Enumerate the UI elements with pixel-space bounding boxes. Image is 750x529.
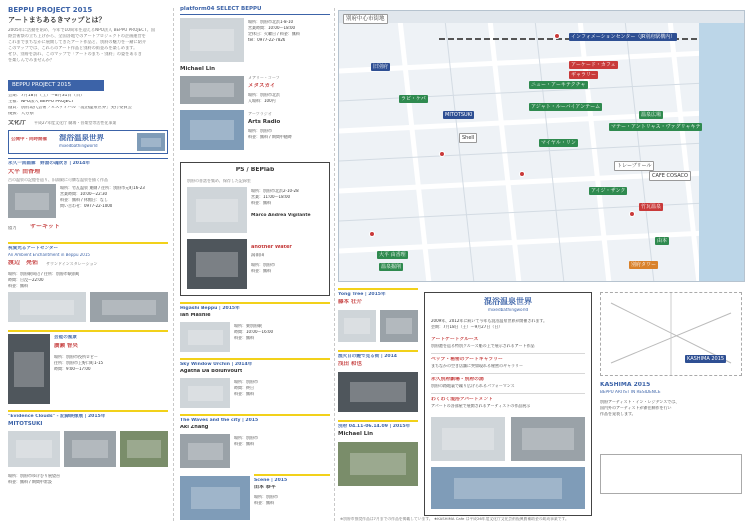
meta-line: 料金：無料 (251, 201, 271, 205)
lower-right-panel (338, 286, 745, 529)
artist-name: Michael Lin (338, 431, 374, 437)
map-marker[interactable]: 温泉掘削 (381, 264, 402, 270)
section-en: An Ambient Enchantment in Beppu 2015 (8, 253, 90, 257)
sponsor-name: サーキット (30, 224, 60, 230)
intro-line: このマップでは、これらのアート作品と別府の街並みを楽しめます。 (8, 46, 138, 50)
meta-line: 入場料：100円 (248, 99, 276, 103)
artwork-photo (64, 431, 116, 467)
kongo-item-desc: まちなかの空き店舗に突如現れる秘密のギャラリー (431, 364, 523, 368)
map-marker[interactable]: マイヤル・リン (541, 140, 576, 146)
info-line: 協賛：別府現代芸術フェスティバル「混浴温泉世界」実行委員会 (8, 106, 132, 110)
kashima-logo: KASHIMA 2015 (687, 356, 725, 362)
divider (431, 373, 585, 374)
kongo-item-desc: アパートの各部屋で展開されるアーティストの作品展示 (431, 404, 531, 408)
meta-line: 住所：別府市上野口町1-15 (54, 361, 104, 365)
artist-name: another Water (251, 245, 292, 250)
meta-line: 場所：別府市北浜1-8-10 (248, 20, 294, 24)
artist-name: 藤本 壮介 (338, 299, 362, 305)
project-subtitle: アートまちあるきマップとは？ (8, 16, 106, 24)
meta-line: 料金：無料 (8, 284, 28, 288)
artwork-photo (187, 187, 247, 233)
meta-line: 定休日：火曜日 / 料金：無料 (248, 32, 300, 36)
meta-line: 時間：9:00〜17:00 (54, 367, 91, 371)
artwork-photo (8, 334, 50, 404)
kongo-item: アートゲートクルーズ (431, 337, 479, 342)
meta-line: 問い合わせ：0977-22-1000 (60, 204, 113, 208)
artist-name: Aki Zhang (180, 425, 209, 430)
map-title: 別府中心市街地 (343, 14, 388, 24)
intro-line: を楽しんでみませんか？ (8, 58, 55, 62)
artwork-photo (8, 431, 60, 467)
city-map[interactable] (338, 10, 745, 282)
artist-name: メタスカイ (248, 83, 276, 89)
section-rule (8, 410, 168, 412)
info-line: 主催：NPO法人 BEPPU PROJECT (8, 100, 74, 104)
map-marker[interactable]: インフォメーションセンター（JR別府駅構内） (571, 34, 676, 40)
location-pin-icon[interactable] (439, 151, 445, 157)
map-marker[interactable]: MITOTSUKI (445, 112, 473, 118)
section-head: "Evidence Clouds" - 記録映像展 | 2015年 (8, 414, 106, 419)
location-pin-icon[interactable] (629, 211, 635, 217)
location-pin-icon[interactable] (369, 231, 375, 237)
map-marker[interactable]: アイジ・ザンク (591, 188, 626, 194)
map-marker[interactable]: アーケード・カフェ (571, 62, 616, 68)
meta-line: 料金：無料 / 期間中随時 (248, 135, 292, 139)
kongo-item-desc: 別府の路地裏で繰り広げられるパフォーマンス (431, 384, 515, 388)
kashima-subtitle: BEPPU ARTIST IN RESIDENCE (600, 390, 661, 394)
section-rule (180, 358, 330, 360)
artwork-photo (120, 431, 168, 467)
artwork-title: アーツラジオ (248, 112, 272, 116)
meta-line: 場所：別府市ゆけむり展望台 (8, 474, 60, 478)
kongo-info-box (424, 292, 592, 516)
section-rule (254, 474, 330, 476)
kongo-item: わくわく混浴アパートメント (431, 397, 493, 402)
project-pill: BEPPU PROJECT 2015 (8, 80, 104, 91)
artwork-photo (180, 434, 230, 468)
location-pin-icon[interactable] (519, 171, 525, 177)
kongo-title: 混浴温泉世界 (59, 134, 104, 142)
meta-line: 時間：終日 (234, 386, 254, 390)
kashima-desc: 作品を発表します。 (600, 412, 636, 416)
location-pin-icon[interactable] (554, 33, 560, 39)
kongo-banner (8, 130, 168, 154)
meta-line: 料金：無料 (234, 336, 254, 340)
artist-name: Agatha Da Bolunvourt (180, 369, 243, 374)
map-marker[interactable]: 温泉広場 (641, 112, 662, 118)
artist-name: Ian Masnie (180, 313, 211, 318)
meta-line: 料金：無料 (234, 442, 254, 446)
bunka-logo: 文化庁 (8, 120, 27, 126)
section-rule (180, 302, 330, 304)
kashima-desc: 国内外のアーティストが滞在制作を行い (600, 406, 672, 410)
meta-line: 場所：別府市 (234, 380, 258, 384)
meta-line: 料金：無料 (251, 269, 271, 273)
meta-line: tel：0977-22-7826 (248, 38, 286, 42)
section-rule (8, 158, 168, 159)
map-marker[interactable]: マテー・アントリャス・ヴァグリャキテ (611, 124, 701, 130)
section-rule (338, 288, 418, 290)
meta-line: 場所：別府市北浜 (248, 93, 280, 97)
meta-line: 場所：別府市 (248, 129, 272, 133)
meta-line: 時間：日没〜22:00 (8, 278, 44, 282)
section-head: Sky Window Urchin | 2014年 (180, 362, 253, 367)
intro-line: これまでまちなかに展開してきたアート作品と、別府の魅力を一緒に紹介 (8, 40, 147, 44)
meta-line: 営業時間：10:00〜22:30 (60, 192, 108, 196)
kashima-title: KASHIMA 2015 (600, 382, 651, 388)
artist-name: Arts Radio (248, 119, 281, 125)
map-marker[interactable]: CAFE COSACO (649, 171, 691, 181)
map-marker[interactable]: 大平 由香理 (379, 252, 406, 258)
artist-name: 浅田 和也 (338, 361, 362, 367)
map-marker[interactable]: ニュー・アーキテクチャ (531, 82, 586, 88)
kongo-item: ベップ・秘密のアートギャラリー (431, 357, 503, 362)
info-line: 会期：7月18日（土）〜8月31日（日） (8, 94, 85, 98)
section-rule (338, 350, 418, 352)
kongo-side-label: 公開中・同時開催 (11, 137, 47, 142)
meta-line: 営業時間：10:00〜18:00 (248, 26, 296, 30)
artist-name: Marco Andrea Vigilante (251, 213, 311, 218)
ps-beplab-box (180, 162, 330, 296)
artwork-photo (511, 417, 585, 461)
kongo-item: 永久別府劇場・別府の湯 (431, 377, 484, 382)
meta-line: 料金：無料 / 休館日：なし (60, 198, 108, 202)
meta-line: 場所：別府駅周辺 / 住所：別府市駅前町 (8, 272, 80, 276)
meta-line: 場所：別府市北浜2-10-28 (251, 189, 299, 193)
artwork-photo (338, 310, 376, 342)
column-left (0, 0, 172, 529)
kongo-desc: 2009年、2012年に続いて今年も混浴温泉世界が開催されます。 (431, 319, 548, 323)
kashima-desc: 別府アーティスト・イン・レジデンスでは、 (600, 400, 680, 404)
kongo-title: 混浴温泉世界 (484, 297, 532, 306)
section-rule (180, 414, 330, 416)
artwork-title: 湯雨田 (251, 253, 265, 258)
artwork-photo (180, 476, 250, 520)
meta-line: 場所：別府市役所ロビー (54, 355, 98, 359)
meta-line: 料金：無料 (234, 392, 254, 396)
section-head: 別府 04.11-06.14.09 | 2015年 (338, 424, 411, 429)
kashima-map[interactable] (600, 292, 742, 376)
artist-name: 田本 恭平 (254, 485, 276, 490)
meta-line: 場所：別府市 (251, 263, 275, 267)
artwork-photo (180, 76, 244, 104)
meta-line: 場所：東別府駅 (234, 324, 262, 328)
bunka-note: 平成27年度文化庁 劇場・音楽堂等活性化事業 (34, 121, 117, 125)
artwork-photo (90, 292, 168, 322)
meta-line: 料金：無料 (254, 501, 274, 505)
meta-line: 料金：無料 / 期間中常設 (8, 480, 52, 484)
intro-line: ぜひ、別府を訪れ、このマップで「アートのまち・別府」の姿をあるき (8, 52, 142, 56)
map-marker[interactable]: ラピ・ケパ (401, 96, 426, 102)
meta-line: 営業：11:00〜18:00 (251, 195, 291, 199)
section-head: Scene | 2015 (254, 478, 288, 483)
kongo-item-desc: 別府港を巡る特別クルーズ船の上で展示されるアート作品 (431, 344, 535, 348)
map-marker[interactable]: 竹瓦温泉 (641, 204, 662, 210)
section-head: Yong Tree | 2015年 (338, 292, 386, 297)
section-rule (338, 420, 418, 422)
map-marker[interactable]: 由本 (657, 238, 668, 244)
map-marker[interactable]: ギャラリー (571, 72, 597, 78)
kashima-note-box (600, 454, 742, 494)
artwork-photo (8, 292, 86, 322)
section-rule (180, 14, 330, 15)
column-middle-lower (176, 300, 332, 529)
artist-name: 渡辺 亮佑 (8, 260, 39, 266)
intro-line: 2005年に活動を始め、今年で10周年を迎えるNPO法人 BEPPU PROJECT。国 (8, 28, 156, 32)
map-marker[interactable]: アジャト・ルーバイアンテーム (531, 104, 601, 110)
section-head: 祝賀光るアートセンター (8, 246, 59, 251)
intro-line: 際芸術祭の立ち上げから、全国各地でのアートプロジェクトの企画運営を (8, 34, 146, 38)
artwork-photo (180, 110, 244, 150)
artist-name: Michael Lin (180, 66, 216, 72)
section-rule (8, 242, 168, 244)
map-marker[interactable]: 別府タワー (631, 262, 657, 268)
project-title: BEPPU PROJECT 2015 (8, 6, 93, 14)
artwork-photo (180, 378, 230, 408)
section-head: Higashi Beppu | 2015年 (180, 306, 240, 311)
artwork-photo (431, 417, 505, 461)
meta-line: 場所：別府市 (234, 436, 258, 440)
section-head: The Waves and the city | 2015 (180, 418, 259, 423)
footer-note: ※別府市推奨作品は7月までの作品を掲載しています。 ★KASHIMA Cafe は平成26年度文化庁文化芸術振興費補助金の助成事業です。 (340, 517, 569, 521)
artwork-title: メアリー・コーフ (248, 76, 280, 80)
artwork-photo (187, 239, 247, 289)
artwork-photo (380, 310, 418, 342)
artist-name: 廣瀬 智央 (54, 343, 78, 349)
section-rule (8, 330, 168, 332)
divider (431, 353, 585, 354)
meta-line: 場所：別府市 (254, 495, 278, 499)
fold-line (173, 8, 174, 521)
artist-desc: 古の温泉の記憶を辿り、旧湯殿に可憐な温泉を描く作品 (8, 178, 108, 182)
artist-name: MITOTSUKI (8, 421, 43, 427)
kongo-subtitle: mixedbathingworld (59, 144, 98, 148)
map-marker[interactable]: トレーブリール (614, 161, 654, 171)
artwork-photo (338, 372, 418, 412)
artist-name: 大平 由香理 (8, 169, 41, 175)
fold-line (334, 8, 335, 521)
meta-line: 時間：10:00〜16:00 (234, 330, 274, 334)
map-marker[interactable]: Shell (459, 133, 477, 143)
artist-subtitle: サウンドインスタレーション (46, 262, 98, 266)
artwork-photo (431, 467, 585, 509)
section-head: 永久一回画廊 野湯の魂吹き | 2014年 (8, 161, 90, 166)
box-desc: 別府の昔話を集め、保存した記録室 (187, 179, 251, 183)
section-head: 漁火日の鯉で見る街 | 2014 (338, 354, 398, 359)
section-head: 芸能の風景 (54, 335, 77, 340)
divider (431, 393, 585, 394)
kongo-image (137, 133, 165, 151)
meta-line: 場所：竹瓦温泉 東側 / 住所：別府市元町16-23 (60, 186, 145, 190)
kongo-desc: 会期：7月18日（土）〜9月27日（日） (431, 325, 503, 329)
section-head: platform04 SELECT BEPPU (180, 6, 262, 12)
kongo-subtitle: mixedbathingworld (487, 308, 529, 312)
info-line: 後援：大分県 (8, 112, 34, 116)
section-head: PS / BEPlab (235, 167, 275, 173)
map-marker[interactable]: 旧別府 (373, 64, 389, 70)
artwork-photo (180, 18, 244, 62)
artwork-photo (8, 184, 56, 218)
artwork-photo (338, 442, 418, 486)
sponsor-label: 協力 (8, 226, 17, 230)
artwork-photo (180, 322, 230, 352)
